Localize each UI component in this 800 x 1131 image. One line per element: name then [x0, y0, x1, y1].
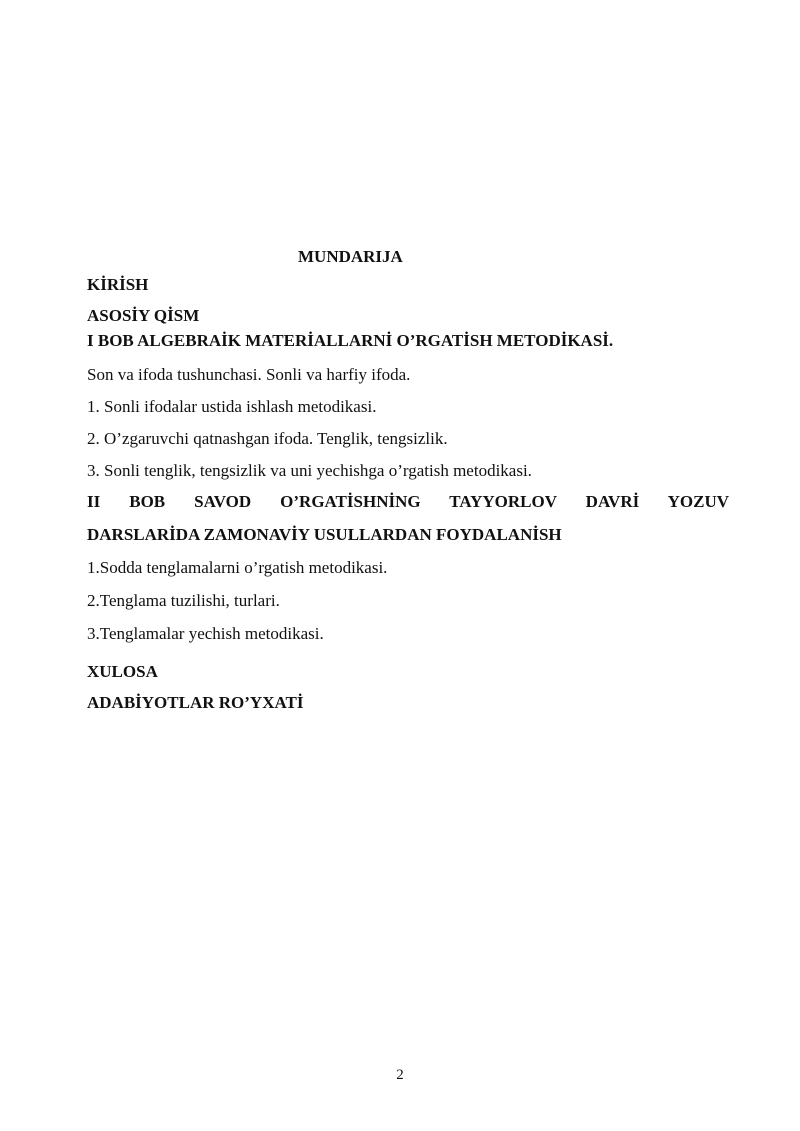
- toc-entry-section: 1.Sodda tenglamalarni o’rgatish metodikasi.: [87, 558, 388, 577]
- toc-entry-introduction: KİRİSH: [87, 275, 149, 294]
- toc-entry-chapter-2-line-1: II BOB SAVOD O’RGATİSHNİNG TAYYORLOV DAVRİ YOZUV: [87, 492, 729, 511]
- toc-entry-section: 3.Tenglamalar yechish metodikasi.: [87, 624, 324, 643]
- toc-entry-section: Son va ifoda tushunchasi. Sonli va harfiy ifoda.: [87, 365, 411, 384]
- toc-entry-section: 3. Sonli tenglik, tengsizlik va uni yechishga o’rgatish metodikasi.: [87, 461, 532, 480]
- toc-entry-section: 1. Sonli ifodalar ustida ishlash metodikasi.: [87, 397, 377, 416]
- toc-entry-chapter-2-line-2: DARSLARİDA ZAMONAVİY USULLARDAN FOYDALANİSH: [87, 525, 562, 544]
- toc-entry-conclusion: XULOSA: [87, 662, 158, 681]
- page-title: MUNDARIJA: [298, 247, 403, 266]
- toc-entry-main-part: ASOSİY QİSM: [87, 306, 200, 325]
- page-number: 2: [396, 1067, 404, 1083]
- toc-entry-section: 2. O’zgaruvchi qatnashgan ifoda. Tenglik, tengsizlik.: [87, 429, 448, 448]
- toc-entry-chapter-1: I BOB ALGEBRAİK MATERİALLARNİ O’RGATİSH METODİKASİ.: [87, 331, 614, 350]
- toc-entry-section: 2.Tenglama tuzilishi, turlari.: [87, 591, 280, 610]
- toc-entry-bibliography: ADABİYOTLAR RO’YXATİ: [87, 693, 304, 712]
